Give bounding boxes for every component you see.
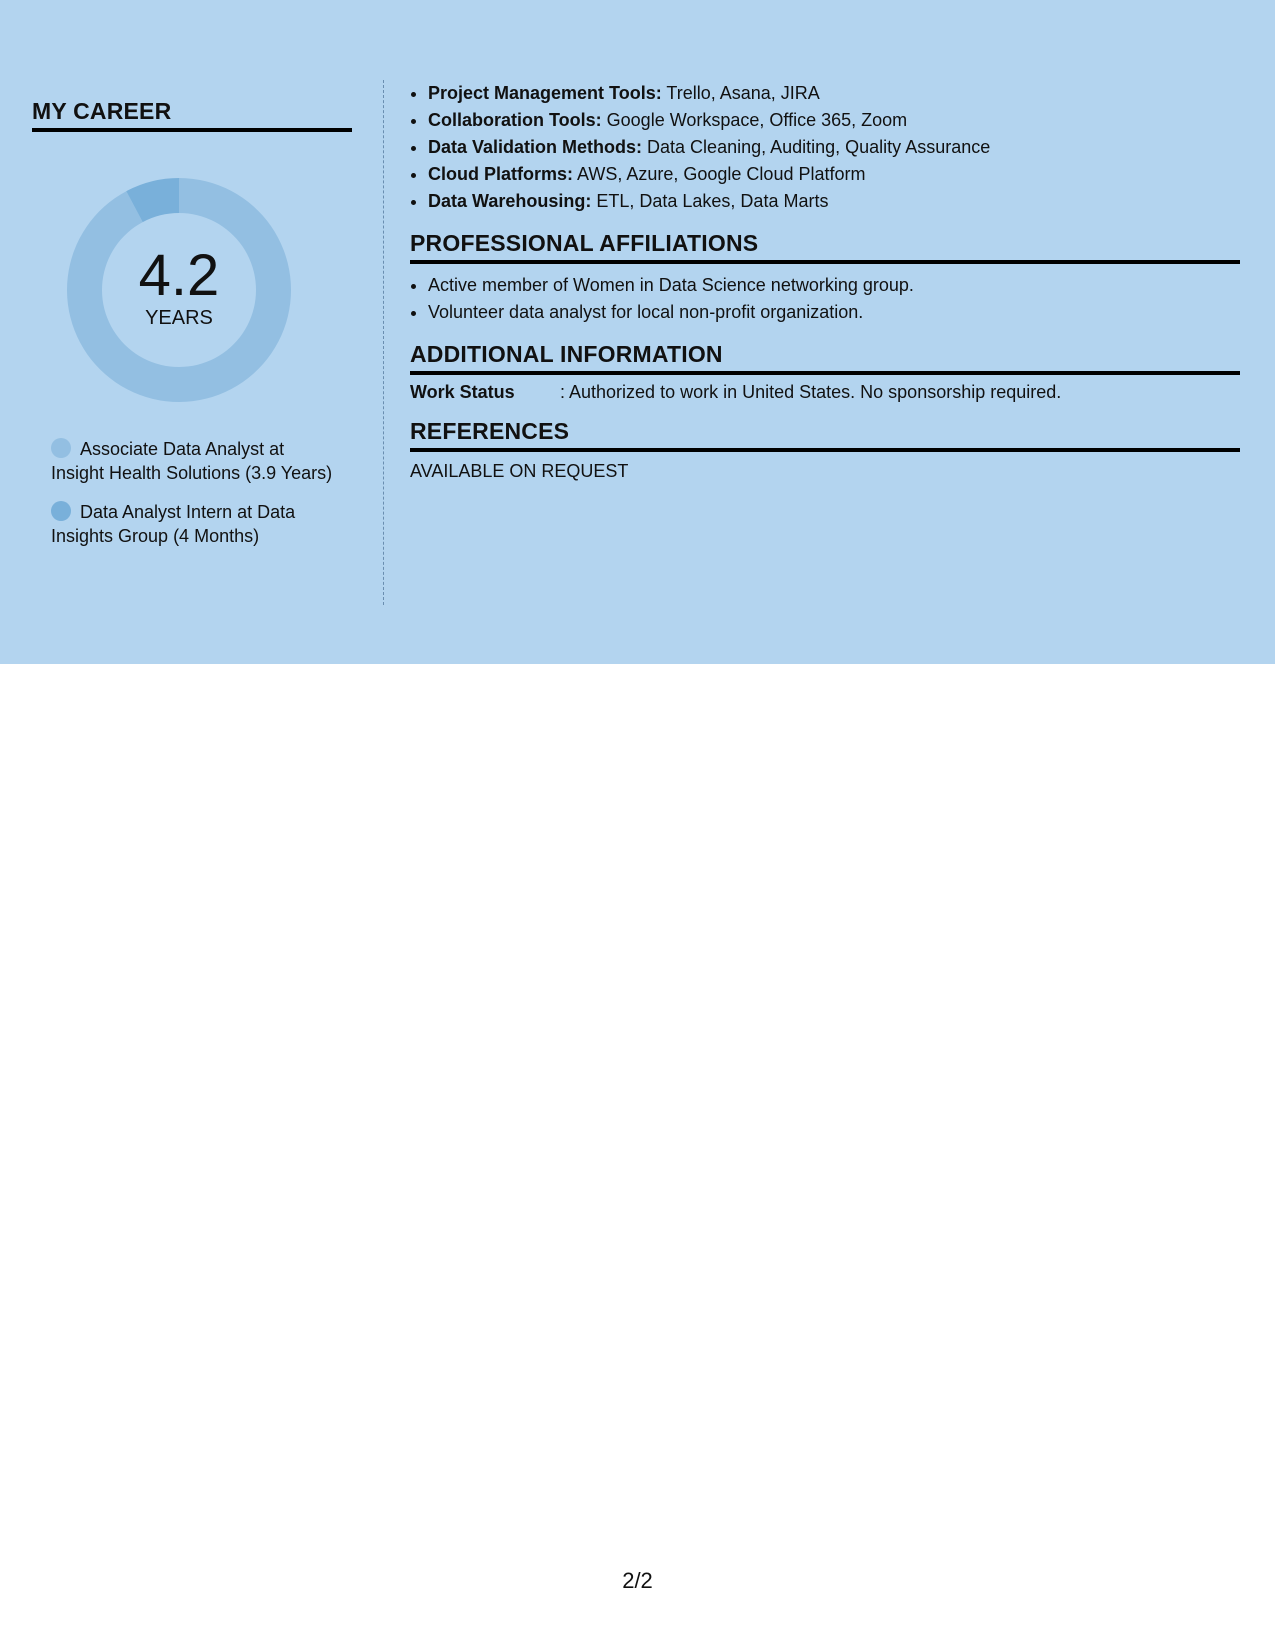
career-section-title: MY CAREER: [32, 98, 352, 132]
career-column: [32, 80, 352, 546]
skill-value: AWS, Azure, Google Cloud Platform: [573, 164, 866, 184]
career-total-value: 4.2: [138, 242, 220, 308]
column-divider: [383, 80, 384, 605]
references-text: AVAILABLE ON REQUEST: [410, 461, 629, 481]
skill-label: Collaboration Tools:: [428, 110, 602, 130]
details-column: [410, 80, 1240, 482]
skill-label: Data Warehousing:: [428, 191, 592, 211]
skill-value: Data Cleaning, Auditing, Quality Assurance: [642, 137, 991, 157]
career-total-unit: YEARS: [145, 306, 213, 329]
career-donut-chart: [66, 177, 292, 403]
skill-item: [428, 134, 1240, 161]
skills-list: [410, 80, 1240, 215]
donut-center-label: [66, 177, 292, 403]
legend-item-associate: [51, 437, 336, 485]
page-number: 2/2: [622, 1568, 653, 1593]
skill-item: [428, 188, 1240, 215]
legend-dot-icon: [51, 438, 71, 458]
work-status-value: : Authorized to work in United States. No sponsorship required.: [560, 382, 1062, 402]
skill-label: Data Validation Methods:: [428, 137, 643, 157]
legend-label: Associate Data Analyst at Insight Health Solutions (3.9 Years): [51, 439, 333, 483]
skill-label: Cloud Platforms:: [428, 164, 574, 184]
work-status-row: [410, 382, 1240, 403]
additional-info-title: ADDITIONAL INFORMATION: [410, 341, 1240, 375]
skill-item: [428, 161, 1240, 188]
skill-value: Trello, Asana, JIRA: [661, 83, 820, 103]
legend-item-intern: [51, 500, 336, 548]
references-title: REFERENCES: [410, 418, 1240, 452]
legend-dot-icon: [51, 501, 71, 521]
legend-label: Data Analyst Intern at Data Insights Group (4 Months): [51, 502, 296, 546]
career-legend: [51, 437, 336, 563]
skill-value: ETL, Data Lakes, Data Marts: [591, 191, 829, 211]
affiliations-list: [410, 272, 1240, 326]
affiliation-item: • Volunteer data analyst for local non-profit organization.: [428, 299, 1240, 326]
work-status-label: Work Status: [410, 382, 515, 402]
skill-item: [428, 107, 1240, 134]
resume-panel: [0, 0, 1275, 664]
affiliation-item: • Active member of Women in Data Science networking group.: [428, 272, 1240, 299]
skill-label: Project Management Tools:: [428, 83, 662, 103]
affiliations-title: PROFESSIONAL AFFILIATIONS: [410, 230, 1240, 264]
skill-value: Google Workspace, Office 365, Zoom: [601, 110, 908, 130]
skill-item: [428, 80, 1240, 107]
